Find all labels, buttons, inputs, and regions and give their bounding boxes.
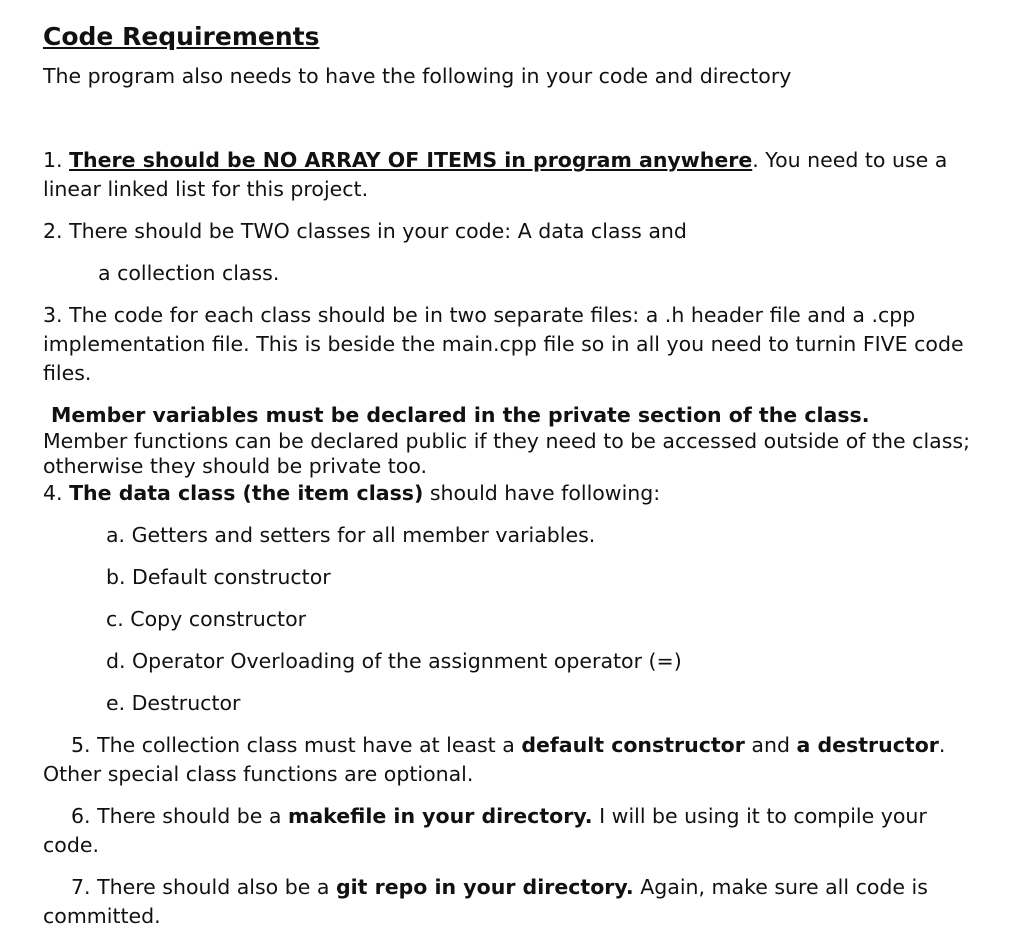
requirement-5-text-end: . Other special class functions are optional. [43,733,946,786]
requirement-5-emphasis-2: a destructor [796,733,939,757]
requirement-6-emphasis: makefile in your directory. [287,804,593,828]
requirement-7-text-end: Again, make sure all code is committed. [43,875,928,928]
sub-item-c: c. Copy constructor [106,607,307,631]
sub-item-d: d. Operator Overloading of the assignment operator (=) [106,649,682,673]
requirement-5-emphasis-1: default constructor [521,733,745,757]
requirement-1 [43,146,983,204]
requirement-4-text: should have following: [423,481,661,505]
requirement-5 [43,731,983,789]
requirement-7-text: 7. There should also be a [71,875,336,899]
requirement-5-text: 5. The collection class must have at least a [71,733,522,757]
page-title: Code Requirements [43,22,320,51]
requirement-4-number: 4. [43,481,70,505]
sub-item-b: b. Default constructor [106,565,331,589]
requirement-7-emphasis: git repo in your directory. [335,875,634,899]
requirement-6-text-end: I will be using it to compile your code. [43,804,927,857]
requirement-1-text: . You need to use a linear linked list for this project. [43,148,948,201]
requirement-2-line-2: a collection class. [98,261,280,285]
requirement-6-text: 6. There should be a [71,804,288,828]
requirement-2-line-1: 2. There should be TWO classes in your code: A data class and [43,219,687,243]
member-note-text: Member functions can be declared public if they need to be accessed outside of the class; otherwise they should be private too. [43,428,970,478]
member-note-emphasis: Member variables must be declared in the private section of the class. [51,403,870,427]
intro-text: The program also needs to have the following in your code and directory [43,64,792,88]
sub-item-e: e. Destructor [106,691,241,715]
sub-item-a: a. Getters and setters for all member variables. [106,523,596,547]
requirement-6 [43,802,983,860]
requirement-5-text-mid: and [744,733,797,757]
requirement-4 [43,479,983,508]
requirement-7 [43,873,983,931]
requirement-1-number: 1. [43,148,70,172]
requirement-3: 3. The code for each class should be in two separate files: a .h header file and a .cpp implementation file. This is beside the main.cpp file so in all you need to turnin FIVE code files. [43,303,964,385]
requirement-4-emphasis: The data class (the item class) [69,481,424,505]
requirement-1-emphasis: There should be NO ARRAY OF ITEMS in program anywhere [69,148,753,172]
member-note [43,403,983,480]
